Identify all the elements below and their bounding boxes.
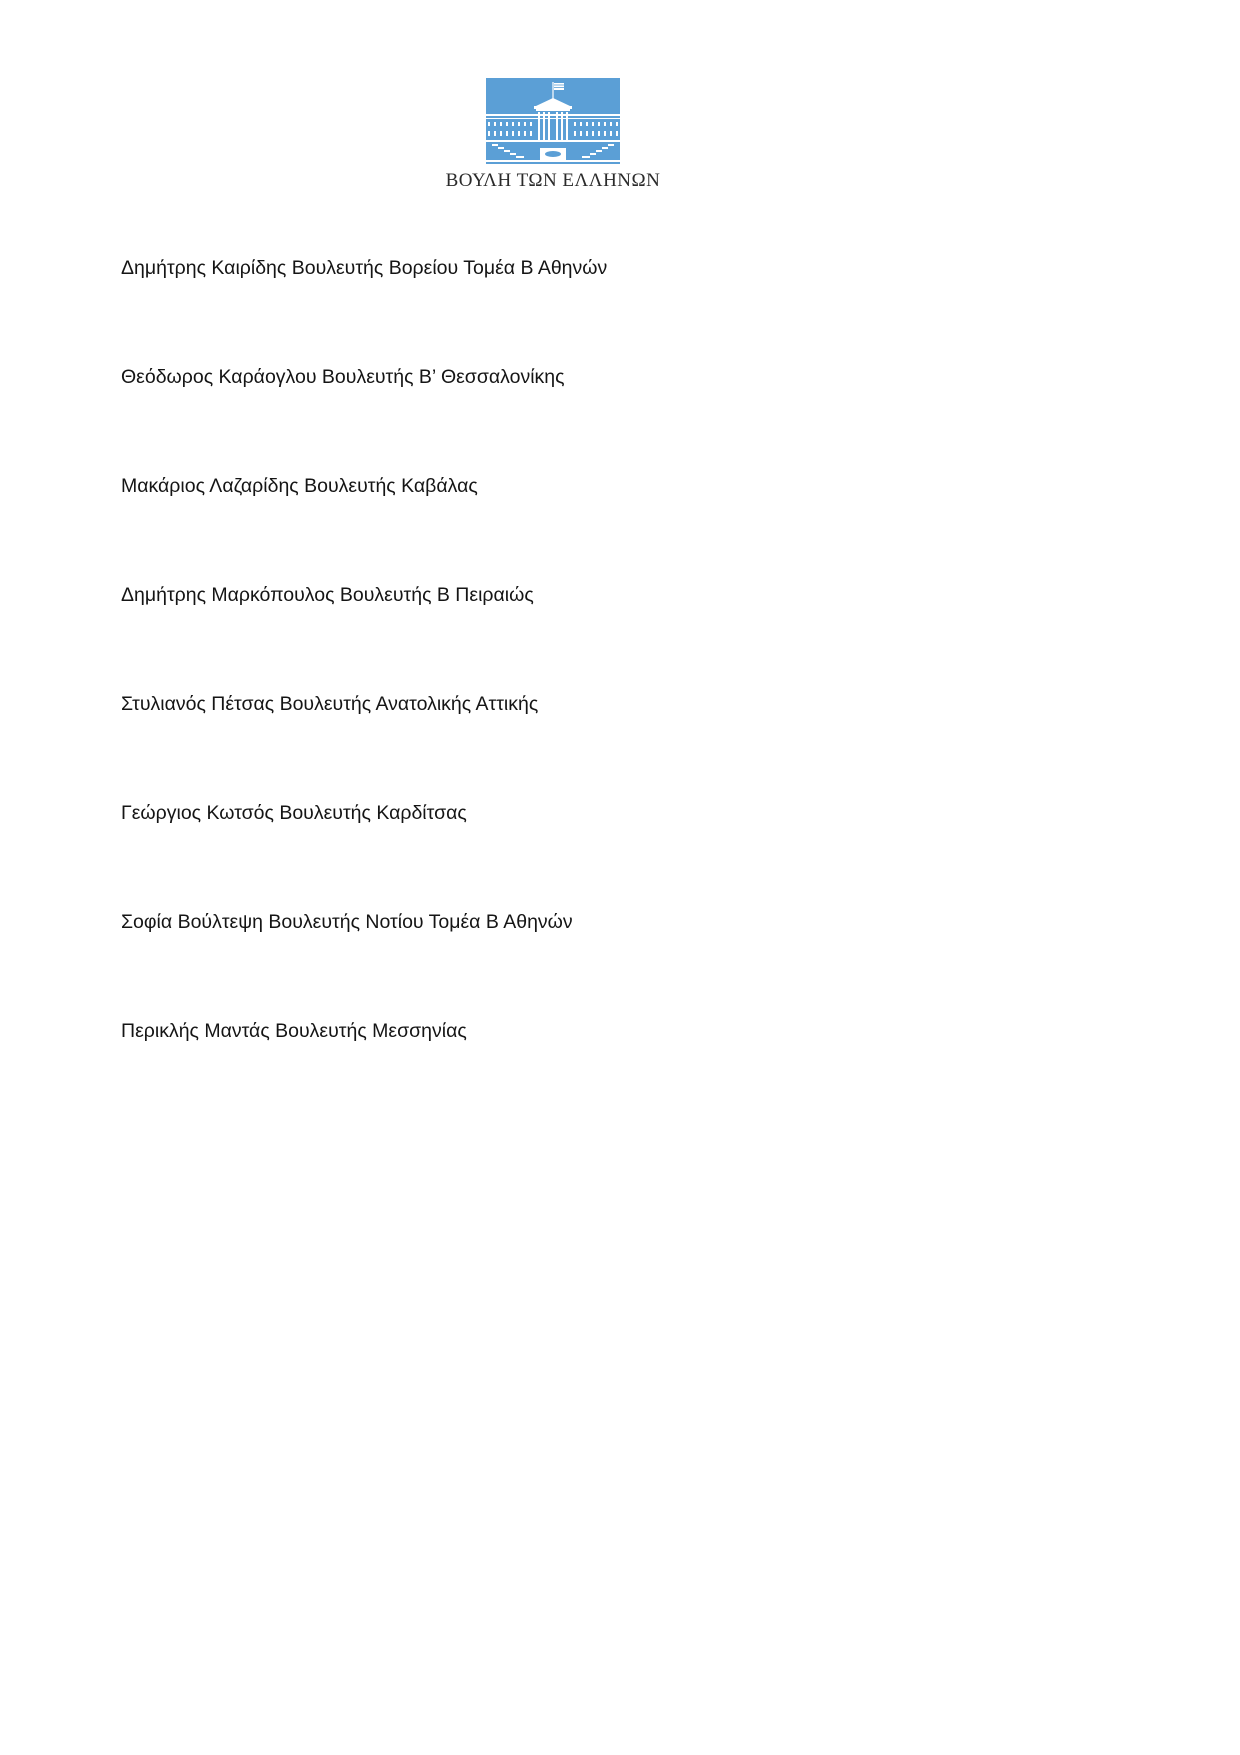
member-line: Μακάριος Λαζαρίδης Βουλευτής Καβάλας (121, 475, 478, 497)
parliament-building-icon (478, 76, 628, 164)
member-line: Στυλιανός Πέτσας Βουλευτής Ανατολικής Αττικής (121, 693, 539, 715)
member-line: Περικλής Μαντάς Βουλευτής Μεσσηνίας (121, 1020, 467, 1042)
organization-name: ΒΟΥΛΗ ΤΩΝ ΕΛΛΗΝΩΝ (445, 170, 661, 191)
member-line: Θεόδωρος Καράογλου Βουλευτής Β’ Θεσσαλονίκης (121, 366, 565, 388)
member-line: Σοφία Βούλτεψη Βουλευτής Νοτίου Τομέα Β Αθηνών (121, 911, 573, 933)
member-line: Δημήτρης Καιρίδης Βουλευτής Βορείου Τομέα Β Αθηνών (121, 257, 608, 279)
member-line: Γεώργιος Κωτσός Βουλευτής Καρδίτσας (121, 802, 467, 824)
members-list (121, 256, 607, 1128)
member-line: Δημήτρης Μαρκόπουλος Βουλευτής Β Πειραιώς (121, 584, 534, 606)
